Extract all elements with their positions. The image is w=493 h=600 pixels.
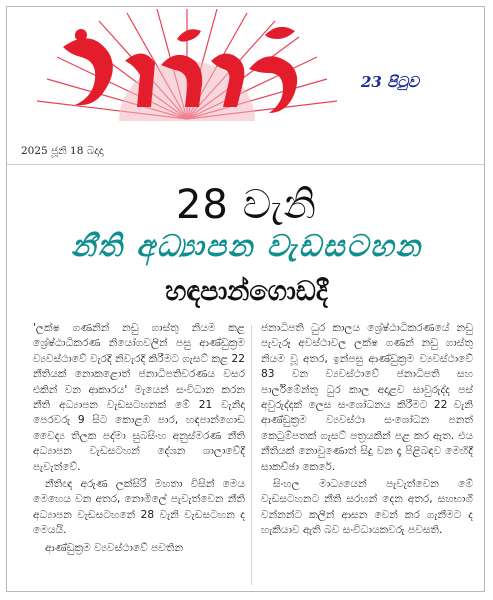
article-paragraph: ජනාධිපති ධුර කාලය ශ්‍රේෂ්ඨාධිකරණයේ නඩු පැවැරූ අවස්ථාවල ලක්ෂ ගණන් නඩු ගාස්තු නියම වූ අතර, ඉන්පසු ආණ්ඩුක්‍රම ව්‍යවස්ථාවේ 83 වන ව්‍යවස්ථාවේ ජනාධිපති සහ පාර්ලිමේන්තු ධුර කාල අදාළව සාවුරුද්ද පස් අවුරුද්දක් ලෙස සංශෝධනය කිරීමට 22 වැනි ආණ්ඩුක්‍රම ව්‍යවස්ථා සංශෝධන පනත් කෙටුම්පතක් ගැසට් පත්‍රයකින් පළ කර ඇත. එය නීතියක් නොවුණොත් සිදු වන දෑ පිළිබඳව මෙහිදී සාකච්ඡා කෙරේ. [261, 322, 473, 473]
headline-line-1: 28 වැනි [175, 182, 317, 228]
dinamina-logo [27, 9, 347, 129]
article-column-right [261, 321, 473, 589]
article-paragraph: නීතිඥ අරුණ ලක්සිරි මහතා විසින් මෙය මෙහෙය වන අතර, නොමිලේ පැවැත්වෙන නීති අධ්‍යාපන වැඩසටහනේ 28 වැනි වැඩසටහන ද මෙයයි. [33, 478, 245, 537]
newspaper-clipping [6, 6, 485, 592]
article-paragraph: 'ලක්ෂ ගණනින් නඩු ගාස්තු නියම කළ ශ්‍රේෂ්ඨාධිකරණ නියෝගවලින් පසු ආණ්ඩුක්‍රම ව්‍යවස්ථාවේ වැරදි නිවැරදි කිරීමට ගැසට් කළ 22 නීතියක් නොකළොත් ජනාධිපතිවරණය වසර එකින් වන ආකාරය' මැයෙන් සංවිධාන කරන නීති අධ්‍යාපන වැඩසටහනක් මේ 21 වැනිදා පෙරවරු 9 සිට කොළඹ පාර, හඳපාන්ගොඩ වෛද්‍ය තිලක පද්මා සුබසිංහ අනුස්මරණ නීති අධ්‍යාපන වැඩසටහන් දේශන ශාලාවේදී පැවැත්වේ. [33, 322, 245, 473]
masthead [7, 7, 486, 137]
article-column-left [33, 321, 245, 589]
headline-line-3: හඳපාන්ගොඩදී [165, 276, 328, 307]
date-divider [7, 164, 484, 165]
article-paragraph: සිංහල මාධ්‍යයෙන් පැවැත්වෙන මේ වැඩසටහනට නීති සරහන් දෙන අතර, සහභාගී වන්නන්ට කලින් ආසන වෙන් කර ගැනීමට ද හැකියාව ඇති බව සංවිධායකවරු පවසති. [261, 478, 473, 537]
article-paragraph: ආණ්ඩුක්‍රම ව්‍යවස්ථාවේ පවතින [45, 541, 184, 554]
page-number-label: 23 පිටුව [361, 73, 419, 91]
headline-line-2: නීති අධ්‍යාපන වැඩසටහන [70, 229, 423, 264]
issue-date: 2025 ජූනි 18 බදාදා [21, 145, 104, 157]
article-body [33, 321, 473, 589]
